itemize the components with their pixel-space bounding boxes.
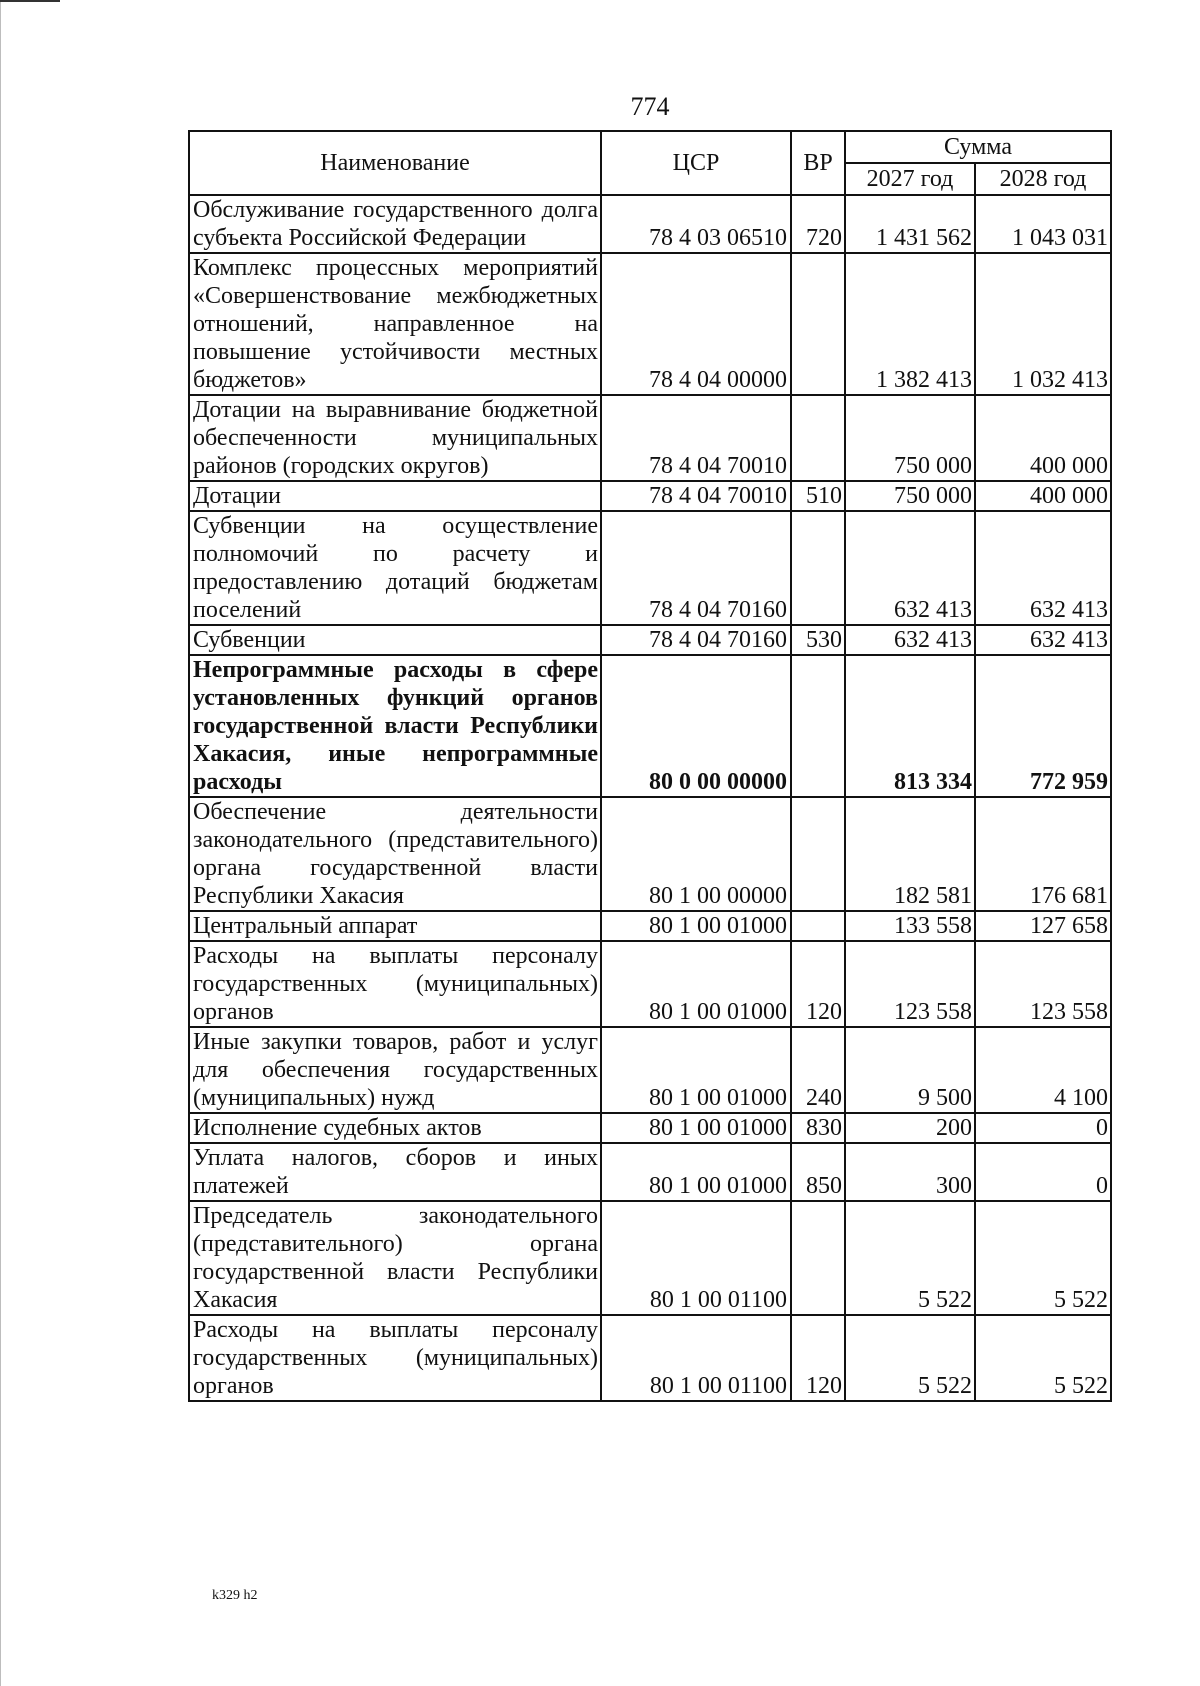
cell-csr: 80 1 00 01000 [601,1027,791,1113]
cell-name: Обслуживание государственного долга субъекта Российской Федерации [189,195,601,253]
cell-2027: 9 500 [845,1027,975,1113]
cell-vr [791,797,845,911]
table-row [189,1315,1111,1401]
cell-vr [791,511,845,625]
table-row [189,941,1111,1027]
cell-name: Дотации на выравнивание бюджетной обеспеченности муниципальных районов (городских округов) [189,395,601,481]
page-left-edge [0,0,1,1686]
cell-2027: 750 000 [845,395,975,481]
table-row [189,395,1111,481]
cell-2028: 772 959 [975,655,1111,797]
cell-name: Центральный аппарат [189,911,601,941]
cell-2028: 632 413 [975,625,1111,655]
cell-csr: 78 4 04 70010 [601,395,791,481]
cell-name: Комплекс процессных мероприятий «Совершенствование межбюджетных отношений, направленное на повышение устойчивости местных бюджетов» [189,253,601,395]
budget-table [188,130,1112,1402]
cell-2027: 1 431 562 [845,195,975,253]
cell-vr: 720 [791,195,845,253]
cell-name: Непрограммные расходы в сфере установленных функций органов государственной власти Республики Хакасия, иные непрограммные расходы [189,655,601,797]
cell-csr: 78 4 04 00000 [601,253,791,395]
cell-name: Субвенции [189,625,601,655]
cell-2027: 632 413 [845,625,975,655]
cell-name: Председатель законодательного (представительного) органа государственной власти Республики Хакасия [189,1201,601,1315]
table-row [189,195,1111,253]
cell-2028: 632 413 [975,511,1111,625]
table-row [189,1201,1111,1315]
cell-2028: 0 [975,1143,1111,1201]
cell-csr: 80 1 00 01100 [601,1201,791,1315]
cell-2028: 127 658 [975,911,1111,941]
cell-vr [791,1201,845,1315]
cell-2027: 5 522 [845,1201,975,1315]
table-row [189,1113,1111,1143]
cell-2027: 200 [845,1113,975,1143]
header-year-2027: 2027 год [845,163,975,195]
table-body [189,195,1111,1401]
cell-vr: 830 [791,1113,845,1143]
cell-2027: 750 000 [845,481,975,511]
cell-2027: 1 382 413 [845,253,975,395]
cell-2028: 1 032 413 [975,253,1111,395]
cell-csr: 80 1 00 01100 [601,1315,791,1401]
cell-csr: 78 4 04 70160 [601,625,791,655]
cell-2027: 133 558 [845,911,975,941]
header-year-2028: 2028 год [975,163,1111,195]
table-row [189,1027,1111,1113]
cell-csr: 78 4 03 06510 [601,195,791,253]
cell-csr: 78 4 04 70010 [601,481,791,511]
cell-2028: 4 100 [975,1027,1111,1113]
cell-csr: 80 0 00 00000 [601,655,791,797]
cell-2028: 176 681 [975,797,1111,911]
cell-csr: 80 1 00 00000 [601,797,791,911]
header-vr: ВР [791,131,845,195]
cell-2028: 400 000 [975,481,1111,511]
table-row [189,911,1111,941]
table-row [189,797,1111,911]
cell-csr: 80 1 00 01000 [601,1143,791,1201]
cell-vr: 240 [791,1027,845,1113]
table-row [189,1143,1111,1201]
cell-csr: 80 1 00 01000 [601,1113,791,1143]
header-name: Наименование [189,131,601,195]
page-number: 774 [630,92,670,121]
cell-2027: 182 581 [845,797,975,911]
cell-csr: 80 1 00 01000 [601,941,791,1027]
cell-csr: 80 1 00 01000 [601,911,791,941]
cell-name: Обеспечение деятельности законодательного (представительного) органа государственной власти Республики Хакасия [189,797,601,911]
cell-csr: 78 4 04 70160 [601,511,791,625]
cell-vr: 120 [791,1315,845,1401]
cell-name: Исполнение судебных актов [189,1113,601,1143]
table-row [189,511,1111,625]
cell-name: Субвенции на осуществление полномочий по расчету и предоставлению дотаций бюджетам поселений [189,511,601,625]
cell-name: Уплата налогов, сборов и иных платежей [189,1143,601,1201]
cell-2027: 813 334 [845,655,975,797]
header-sum: Сумма [845,131,1111,163]
cell-2027: 123 558 [845,941,975,1027]
cell-vr: 510 [791,481,845,511]
table-row [189,655,1111,797]
cell-2028: 0 [975,1113,1111,1143]
cell-vr [791,655,845,797]
cell-2027: 5 522 [845,1315,975,1401]
cell-name: Расходы на выплаты персоналу государственных (муниципальных) органов [189,1315,601,1401]
cell-2028: 123 558 [975,941,1111,1027]
cell-name: Иные закупки товаров, работ и услуг для обеспечения государственных (муниципальных) нужд [189,1027,601,1113]
cell-2028: 400 000 [975,395,1111,481]
cell-2028: 1 043 031 [975,195,1111,253]
cell-vr [791,395,845,481]
cell-vr: 850 [791,1143,845,1201]
cell-vr [791,911,845,941]
cell-name: Расходы на выплаты персоналу государственных (муниципальных) органов [189,941,601,1027]
table-row [189,481,1111,511]
cell-vr [791,253,845,395]
footer-code: k329 h2 [212,1588,258,1603]
scan-top-mark [0,0,60,2]
table-row [189,625,1111,655]
table-row [189,253,1111,395]
cell-2028: 5 522 [975,1315,1111,1401]
cell-vr: 120 [791,941,845,1027]
cell-2028: 5 522 [975,1201,1111,1315]
cell-vr: 530 [791,625,845,655]
header-csr: ЦСР [601,131,791,195]
cell-2027: 632 413 [845,511,975,625]
cell-2027: 300 [845,1143,975,1201]
cell-name: Дотации [189,481,601,511]
